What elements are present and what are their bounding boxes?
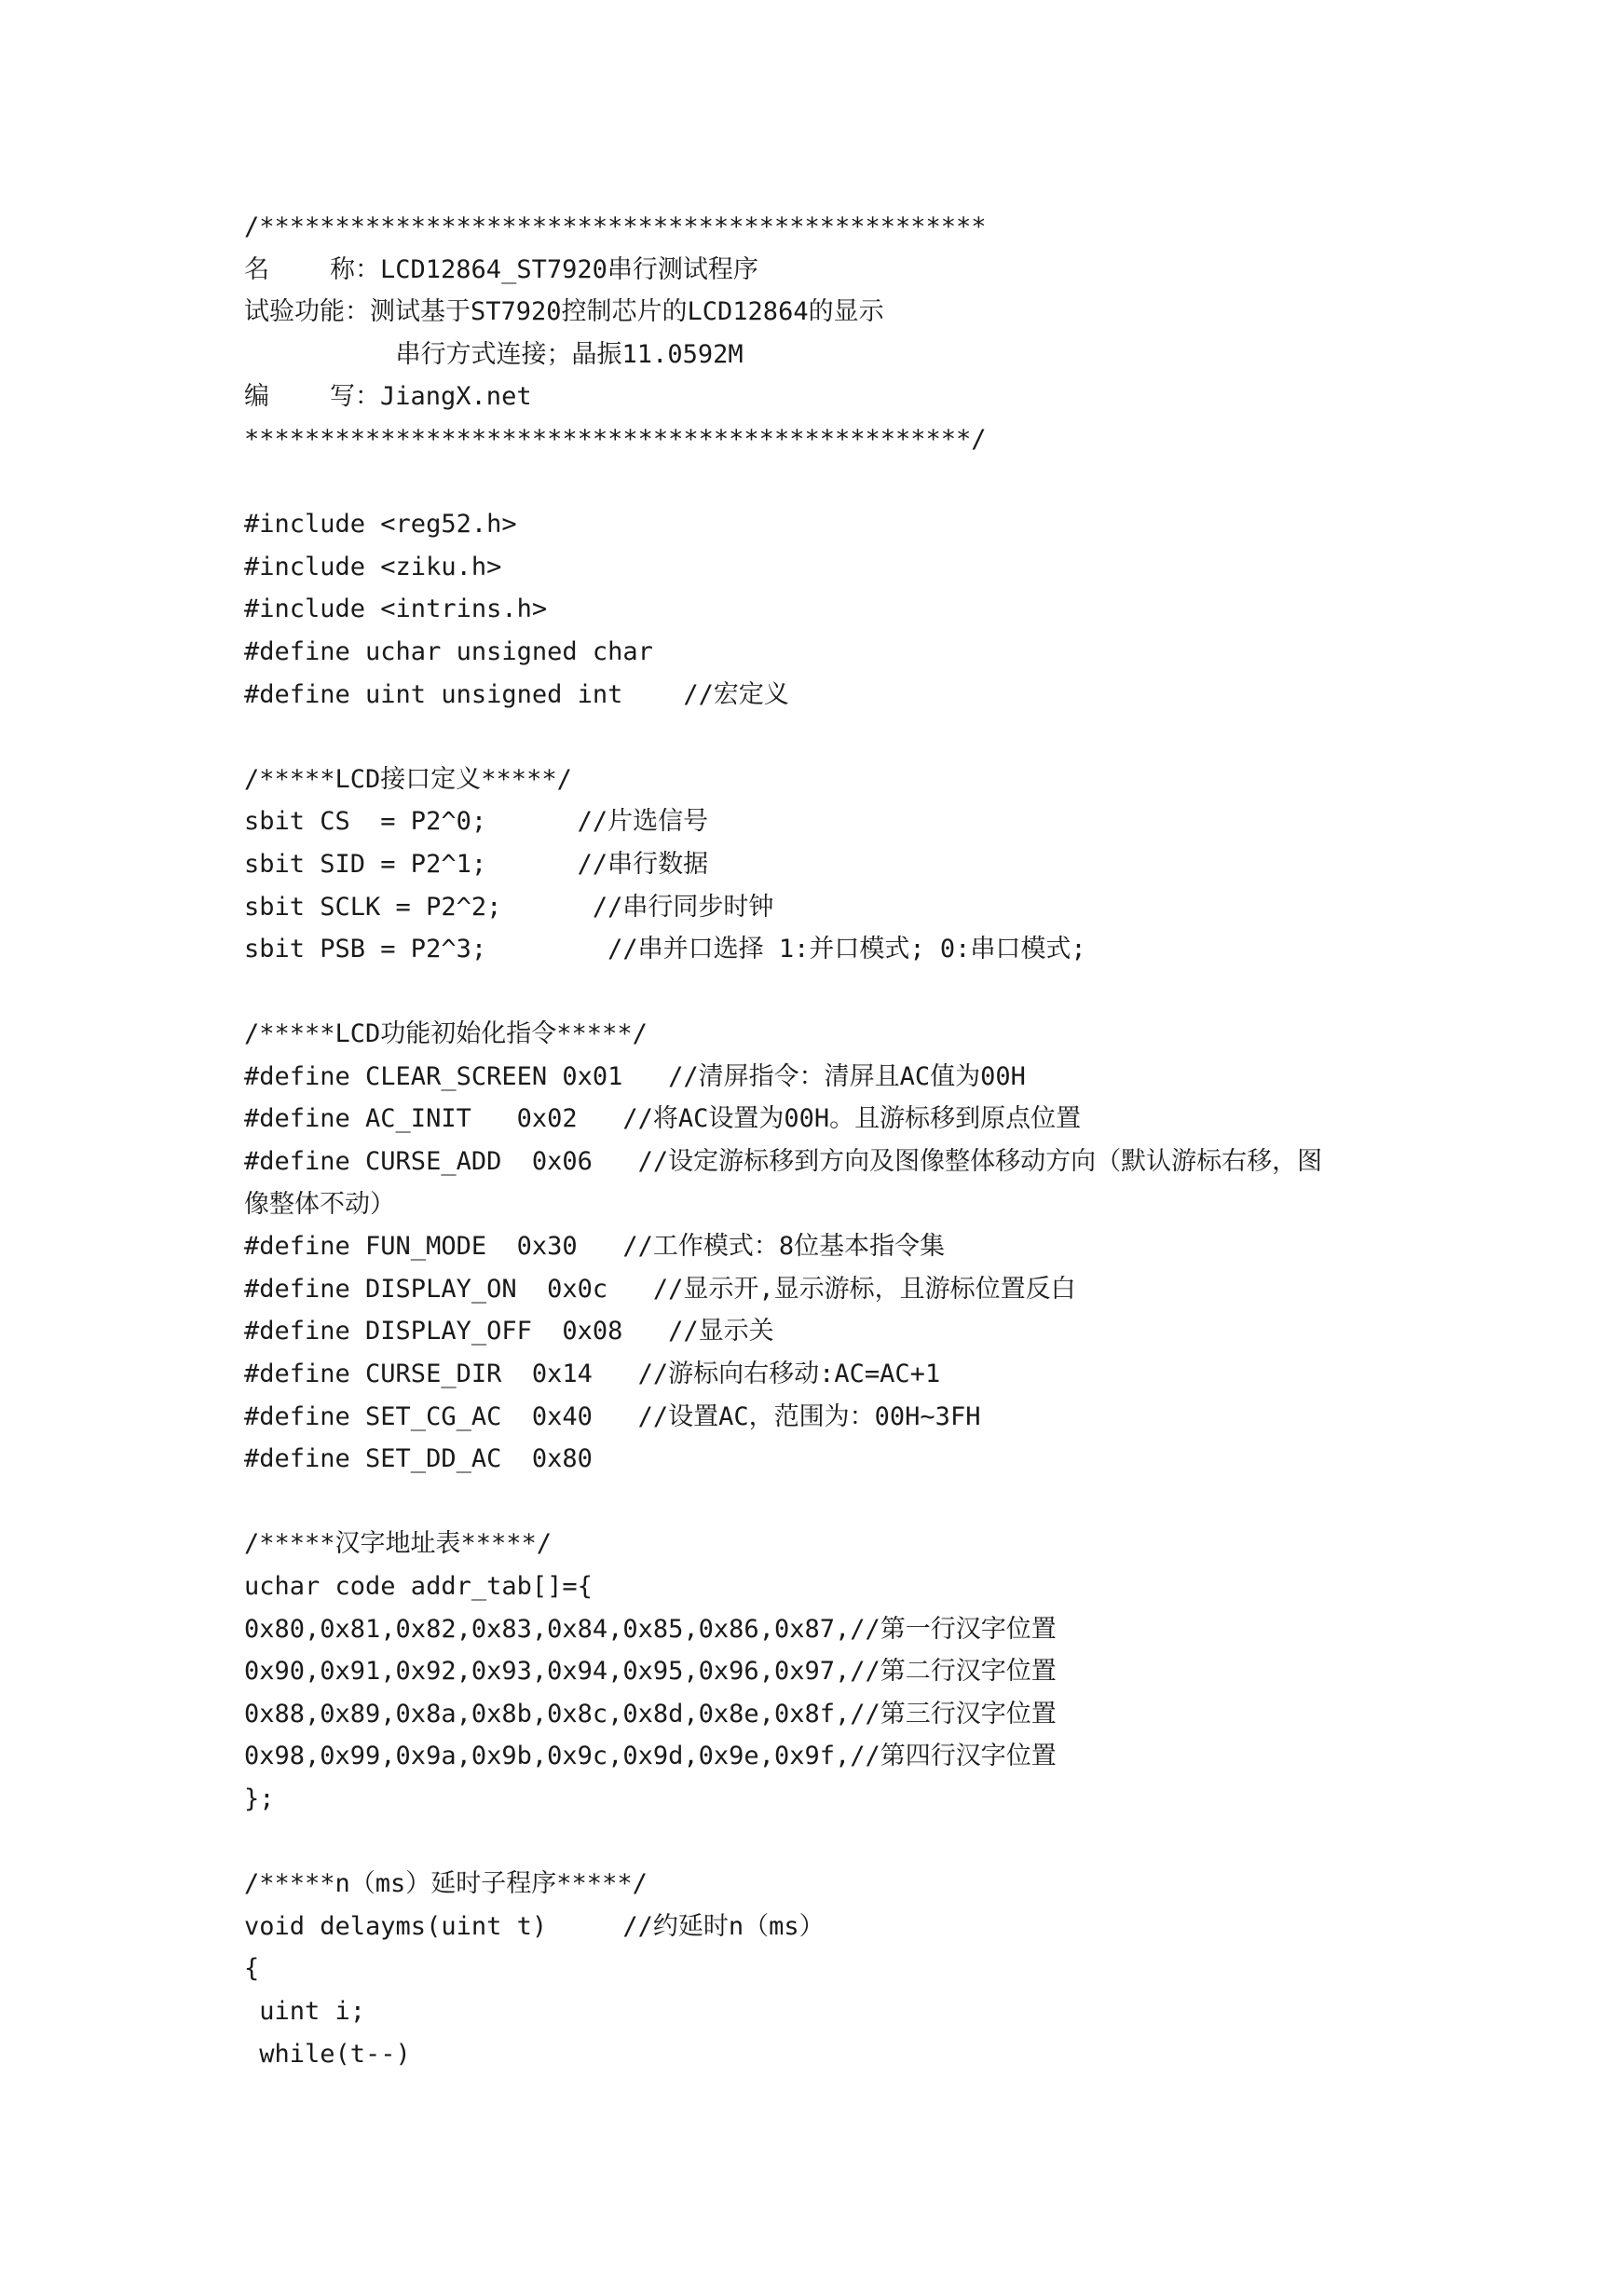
include-line: #include <reg52.h> bbox=[244, 510, 517, 540]
sbit-line: sbit PSB = P2^3; //串并口选择 1:并口模式; 0:串口模式; bbox=[244, 935, 1086, 964]
define-line: #define SET_DD_AC 0x80 bbox=[244, 1444, 593, 1474]
define-line: #define DISPLAY_OFF 0x08 //显示关 bbox=[244, 1317, 774, 1346]
code-listing bbox=[244, 206, 1455, 2075]
array-row-line: 0x88,0x89,0x8a,0x8b,0x8c,0x8d,0x8e,0x8f,//第三行汉字位置 bbox=[244, 1699, 1057, 1729]
define-line: #define CURSE_ADD 0x06 //设定游标移到方向及图像整体移动方向（默认游标右移，图 bbox=[244, 1147, 1323, 1177]
define-line-continuation: 像整体不动） bbox=[244, 1189, 395, 1219]
blank-line bbox=[244, 461, 1455, 504]
blank-line bbox=[244, 1481, 1455, 1524]
define-line: #define CLEAR_SCREEN 0x01 //清屏指令：清屏且AC值为00H bbox=[244, 1061, 1026, 1091]
test-function-line-2: 串行方式连接；晶振11.0592M bbox=[244, 339, 744, 369]
define-line: #define uint unsigned int //宏定义 bbox=[244, 679, 789, 709]
blank-line bbox=[244, 971, 1455, 1014]
array-row-line: 0x80,0x81,0x82,0x83,0x84,0x85,0x86,0x87,//第一行汉字位置 bbox=[244, 1614, 1057, 1644]
section-comment: /*****汉字地址表*****/ bbox=[244, 1529, 553, 1559]
array-close-line: }; bbox=[244, 1784, 275, 1813]
include-line: #include <ziku.h> bbox=[244, 552, 502, 581]
blank-line bbox=[244, 716, 1455, 758]
test-function-line: 试验功能：测试基于ST7920控制芯片的LCD12864的显示 bbox=[244, 297, 884, 327]
define-line: #define AC_INIT 0x02 //将AC设置为00H。且游标移到原点位置 bbox=[244, 1104, 1082, 1134]
code-line: { bbox=[244, 1954, 260, 1984]
define-line: #define SET_CG_AC 0x40 //设置AC，范围为：00H~3FH bbox=[244, 1401, 981, 1431]
code-line: while(t--) bbox=[244, 2039, 411, 2069]
array-row-line: 0x90,0x91,0x92,0x93,0x94,0x95,0x96,0x97,//第二行汉字位置 bbox=[244, 1657, 1057, 1687]
comment-header-top: /************************************************ bbox=[244, 212, 987, 241]
array-row-line: 0x98,0x99,0x9a,0x9b,0x9c,0x9d,0x9e,0x9f,//第四行汉字位置 bbox=[244, 1742, 1057, 1771]
define-line: #define FUN_MODE 0x30 //工作模式：8位基本指令集 bbox=[244, 1232, 946, 1262]
code-line: uint i; bbox=[244, 1996, 366, 2026]
sbit-line: sbit SCLK = P2^2; //串行同步时钟 bbox=[244, 892, 774, 922]
array-declaration-line: uchar code addr_tab[]={ bbox=[244, 1572, 593, 1601]
section-comment: /*****LCD功能初始化指令*****/ bbox=[244, 1019, 648, 1049]
define-line: #define uchar unsigned char bbox=[244, 636, 653, 666]
blank-line bbox=[244, 1821, 1455, 1864]
sbit-line: sbit SID = P2^1; //串行数据 bbox=[244, 849, 709, 879]
function-signature-line: void delayms(uint t) //约延时n（ms） bbox=[244, 1911, 825, 1941]
define-line: #define CURSE_DIR 0x14 //游标向右移动:AC=AC+1 bbox=[244, 1360, 941, 1389]
author-line: 编 写：JiangX.net bbox=[244, 382, 532, 412]
program-name-line: 名 称：LCD12864_ST7920串行测试程序 bbox=[244, 254, 758, 284]
section-comment: /*****LCD接口定义*****/ bbox=[244, 764, 572, 794]
include-line: #include <intrins.h> bbox=[244, 594, 548, 624]
section-comment: /*****n（ms）延时子程序*****/ bbox=[244, 1869, 648, 1899]
comment-header-bottom: ************************************************/ bbox=[244, 424, 987, 454]
sbit-line: sbit CS = P2^0; //片选信号 bbox=[244, 807, 709, 837]
define-line: #define DISPLAY_ON 0x0c //显示开,显示游标，且游标位置反白 bbox=[244, 1274, 1076, 1304]
